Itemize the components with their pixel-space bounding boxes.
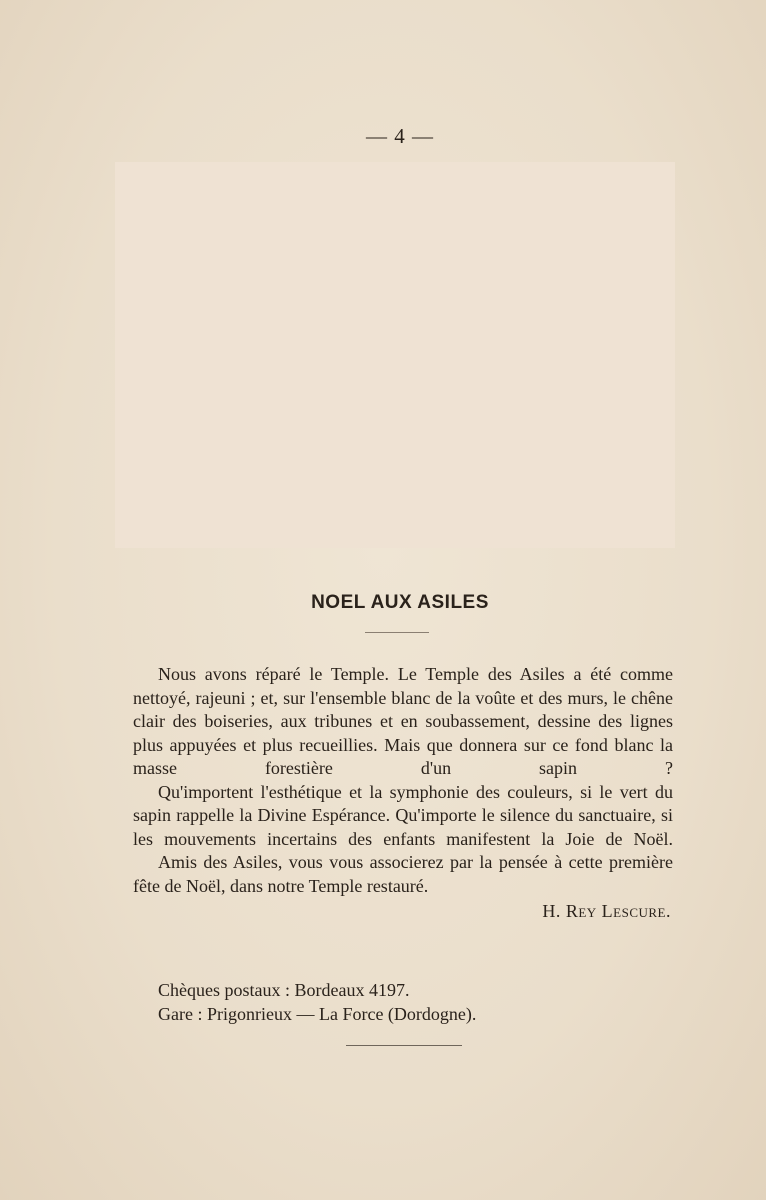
- photo-area: [115, 162, 675, 548]
- paragraph-3: Amis des Asiles, vous vous associerez par la pensée à cette première fête de Noël, dans notre Temple restauré.: [133, 852, 673, 896]
- article-body: [133, 663, 673, 924]
- title-rule: [365, 632, 429, 633]
- paragraph-1: Nous avons réparé le Temple. Le Temple des Asiles a été comme nettoyé, rajeuni ; et, sur l'ensemble blanc de la voûte et des murs, le chêne clair des boiseries, aux tribunes et en soubassement, dessine des lignes plus appuyées et plus recueillies. Mais que donnera sur ce fond blanc la masse forestière d'un sapin ?: [133, 664, 673, 778]
- signature-text: H. Rey Lescure.: [542, 901, 671, 921]
- station-line: Gare : Prigonrieux — La Force (Dordogne).: [158, 1004, 477, 1024]
- page-number: — 4 —: [366, 124, 434, 148]
- info-block: [158, 978, 658, 1026]
- paragraph-2: Qu'importent l'esthétique et la symphonie des couleurs, si le vert du sapin rappelle la Divine Espérance. Qu'importe le silence du sanctuaire, si les mouvements incertains des enfants manifestent la Joie de Noël.: [133, 781, 673, 849]
- bottom-rule: [346, 1045, 462, 1046]
- signature: [133, 900, 673, 924]
- article-title: NOEL AUX ASILES: [311, 592, 489, 613]
- postal-cheques-line: Chèques postaux : Bordeaux 4197.: [158, 980, 410, 1000]
